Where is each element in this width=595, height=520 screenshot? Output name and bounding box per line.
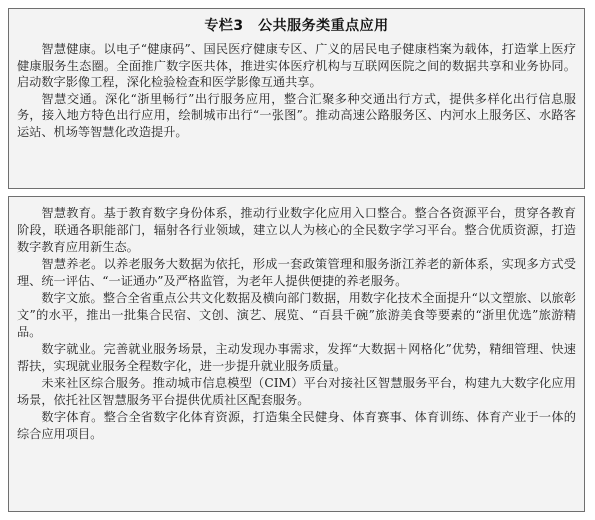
paragraph-digital-employment: 数字就业。完善就业服务场景，主动发现办事需求，发挥“大数据＋网格化”优势，精细管理、快速帮扶，实现就业服务全程数字化，进一步提升就业服务质量。 — [17, 342, 576, 373]
paragraph-smart-health: 智慧健康。以电子“健康码”、国民医疗健康专区、广义的居民电子健康档案为载体，打造掌上医疗健康服务生态圈。全面推广数字医共体，推进实体医疗机构与互联网医院之间的数据共享和业务协同。启动数字影像工程，深化检验检查和医学影像互通共享。 — [17, 42, 576, 90]
box-title: 专栏3 公共服务类重点应用 — [204, 18, 389, 34]
paragraph-future-community: 未来社区综合服务。推动城市信息模型（CIM）平台对接社区智慧服务平台，构建九大数字化应用场景，依托社区智慧服务平台提供优质社区配套服务。 — [17, 376, 576, 407]
column-box-top — [8, 8, 585, 189]
paragraph-smart-elderly-care: 智慧养老。以养老服务大数据为依托，形成一套政策管理和服务浙江养老的新体系，实现多方式受理、统一评估、“一证通办”及严格监管，为老年人提供便捷的养老服务。 — [17, 257, 576, 288]
paragraph-smart-education: 智慧教育。基于教育数字身份体系，推动行业数字化应用入口整合。整合各资源平台，贯穿各教育阶段，联通各职能部门，辐射各行业领域，建立以人为核心的全民数字学习平台。整合优质资源，打造数字教育应用新生态。 — [17, 206, 576, 254]
paragraph-digital-sports: 数字体育。整合全省数字化体育资源，打造集全民健身、体育赛事、体育训练、体育产业于一体的综合应用项目。 — [17, 410, 576, 441]
column-box-bottom — [8, 196, 585, 512]
paragraph-smart-transport: 智慧交通。深化“浙里畅行”出行服务应用，整合汇聚多种交通出行方式，提供多样化出行信息服务，接入地方特色出行应用，绘制城市出行“一张图”。推动高速公路服务区、内河水上服务区、水路客运站、机场等智慧化改造提升。 — [17, 91, 576, 139]
paragraph-digital-culture-tourism: 数字文旅。整合全省重点公共文化数据及横向部门数据，用数字化技术全面提升“以文塑旅、以旅彰文”的水平，推出一批集合民宿、文创、演艺、展览、“百县千碗”旅游美食等要素的“浙里优选”旅游精品。 — [17, 291, 576, 339]
